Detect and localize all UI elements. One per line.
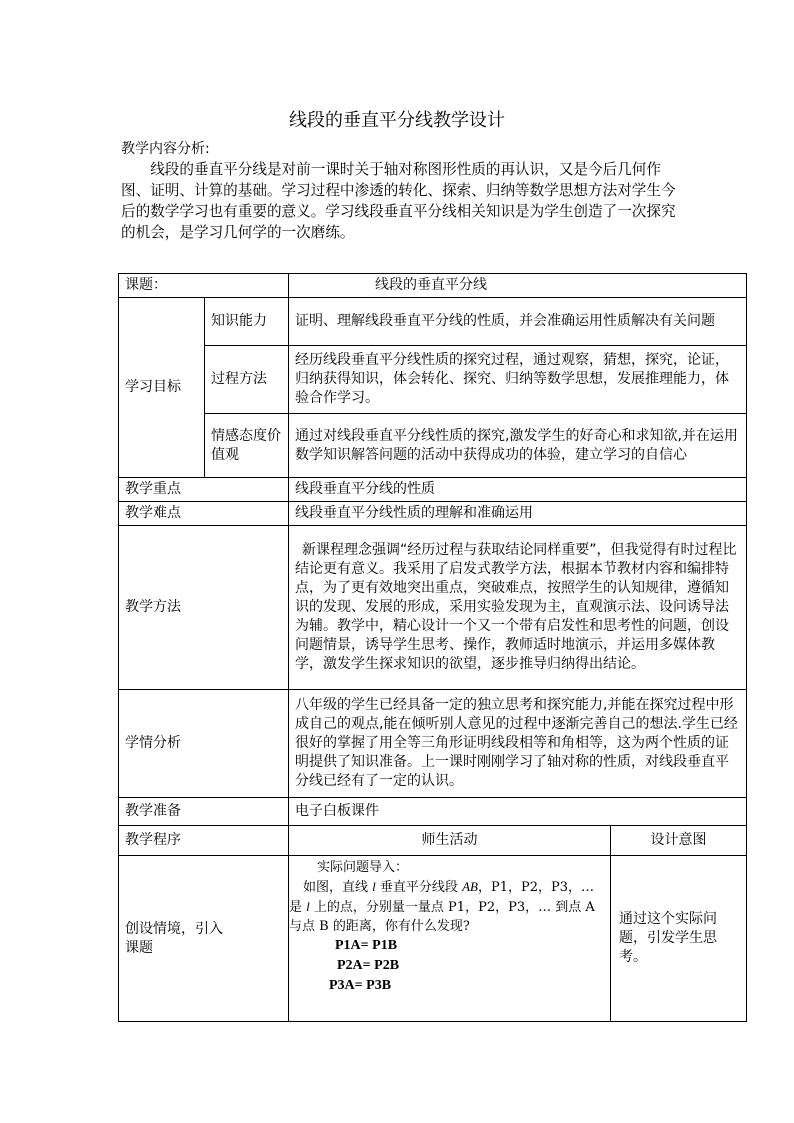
- activity-line: [289, 897, 604, 917]
- procedure-label: 教学程序: [119, 826, 289, 856]
- activity-text: 是: [289, 900, 303, 915]
- method-value: 新课程理念强调“经历过程与获取结论同样重要”，但我觉得有时过程比结论更有意义。我采用了启发式教学方法，根据本节教材内容和编排特点，为了更有效地突出重点，突破难点，按照学生的认知规律，遵循知识的发现、发展的形成，采用实验发现为主，直观演示法、设问诱导法为辅。教学中，精心设计一个又一个带有启发性和思考性的问题，创设问题情景，诱导学生思考、操作，教师适时地演示，并运用多媒体教学，激发学生探求知识的欲望，逐步推导归纳得出结论。: [289, 526, 747, 690]
- activity-text: 上的点，分别量一量点 P1，P2，P3，… 到点 A: [313, 900, 595, 915]
- key-point-row: [119, 478, 747, 502]
- goals-label: 学习目标: [119, 298, 205, 478]
- method-row: [119, 526, 747, 690]
- procedure-header-row: [119, 826, 747, 856]
- intro-paragraph: 线段的垂直平分线是对前一课时关于轴对称图形性质的再认识，又是今后几何作图、证明、计算的基础。学习过程中渗透的转化、探索、归纳等数学思想方法对学生今后的数学学习也有重要的意义。学习线段垂直平分线相关知识是为学生创造了一次探究的机会，是学习几何学的一次磨练。: [121, 161, 676, 241]
- page-title: 线段的垂直平分线教学设计: [289, 110, 505, 131]
- segment-symbol: AB: [462, 879, 478, 894]
- difficulty-label: 教学难点: [119, 502, 289, 526]
- difficulty-row: [119, 502, 747, 526]
- equation: P3A= P3B: [329, 978, 392, 993]
- goal-row: [119, 346, 747, 414]
- intro-heading: 教学内容分析:: [121, 141, 210, 157]
- lesson-plan-table: [118, 273, 747, 1022]
- key-point-label: 教学重点: [119, 478, 289, 502]
- prep-label: 教学准备: [119, 798, 289, 826]
- key-point-value: 线段垂直平分线的性质: [289, 478, 747, 502]
- activity-header: 师生活动: [289, 826, 611, 856]
- equation: P2A= P2B: [337, 958, 400, 973]
- analysis-label: 学情分析: [119, 690, 289, 798]
- points-list: ，P1，P2，P3，…: [477, 880, 595, 895]
- topic-label: 课题：: [119, 274, 289, 298]
- goal-label: 过程方法: [205, 346, 289, 414]
- goal-label: 知识能力: [205, 298, 289, 346]
- analysis-value: 八年级的学生已经具备一定的独立思考和探究能力,并能在探究过程中形成自己的观点,能在倾听别人意见的过程中逐渐完善自己的想法.学生已经很好的掌握了用全等三角形证明线段相等和角相等，这为两个性质的证明提供了知识准备。上一课时刚刚学习了轴对称的性质，对线段垂直平分线已经有了一定的认识。: [289, 690, 747, 798]
- goal-text: 经历线段垂直平分线性质的探究过程，通过观察，猜想，探究，论证，归纳获得知识，体会转化、探究、归纳等数学思想，发展推理能力，体验合作学习。: [289, 346, 747, 414]
- line-symbol: l: [306, 899, 310, 914]
- topic-value: 线段的垂直平分线: [289, 274, 747, 298]
- intent-value: 通过这个实际问题，引发学生思考。: [611, 856, 747, 1022]
- goal-text: 通过对线段垂直平分线性质的探究,激发学生的好奇心和求知欲,并在运用数学知识解答问题的活动中获得成功的体验，建立学习的自信心: [289, 414, 747, 478]
- method-label: 教学方法: [119, 526, 289, 690]
- procedure-step-row: [119, 856, 747, 1022]
- step-label: 创设情境，引入课题: [119, 856, 289, 1022]
- prep-row: [119, 798, 747, 826]
- activity-line: 与点 B 的距离，你有什么发现?: [289, 919, 470, 934]
- goal-row: [119, 414, 747, 478]
- goal-row: [119, 298, 747, 346]
- equation: P1A= P1B: [335, 938, 398, 953]
- activity-line: [289, 877, 604, 897]
- goal-text: 证明、理解线段垂直平分线的性质，并会准确运用性质解决有关问题: [289, 298, 747, 346]
- activity-text: 如图，直线: [303, 880, 369, 895]
- line-symbol: l: [372, 879, 376, 894]
- prep-value: 电子白板课件: [289, 798, 747, 826]
- intent-header: 设计意图: [611, 826, 747, 856]
- topic-row: [119, 274, 747, 298]
- difficulty-value: 线段垂直平分线性质的理解和准确运用: [289, 502, 747, 526]
- analysis-row: [119, 690, 747, 798]
- goal-label: 情感态度价值观: [205, 414, 289, 478]
- activity-heading: 实际问题导入：: [317, 860, 409, 875]
- activity-cell: [289, 856, 611, 1022]
- activity-text: 垂直平分线段: [379, 880, 458, 895]
